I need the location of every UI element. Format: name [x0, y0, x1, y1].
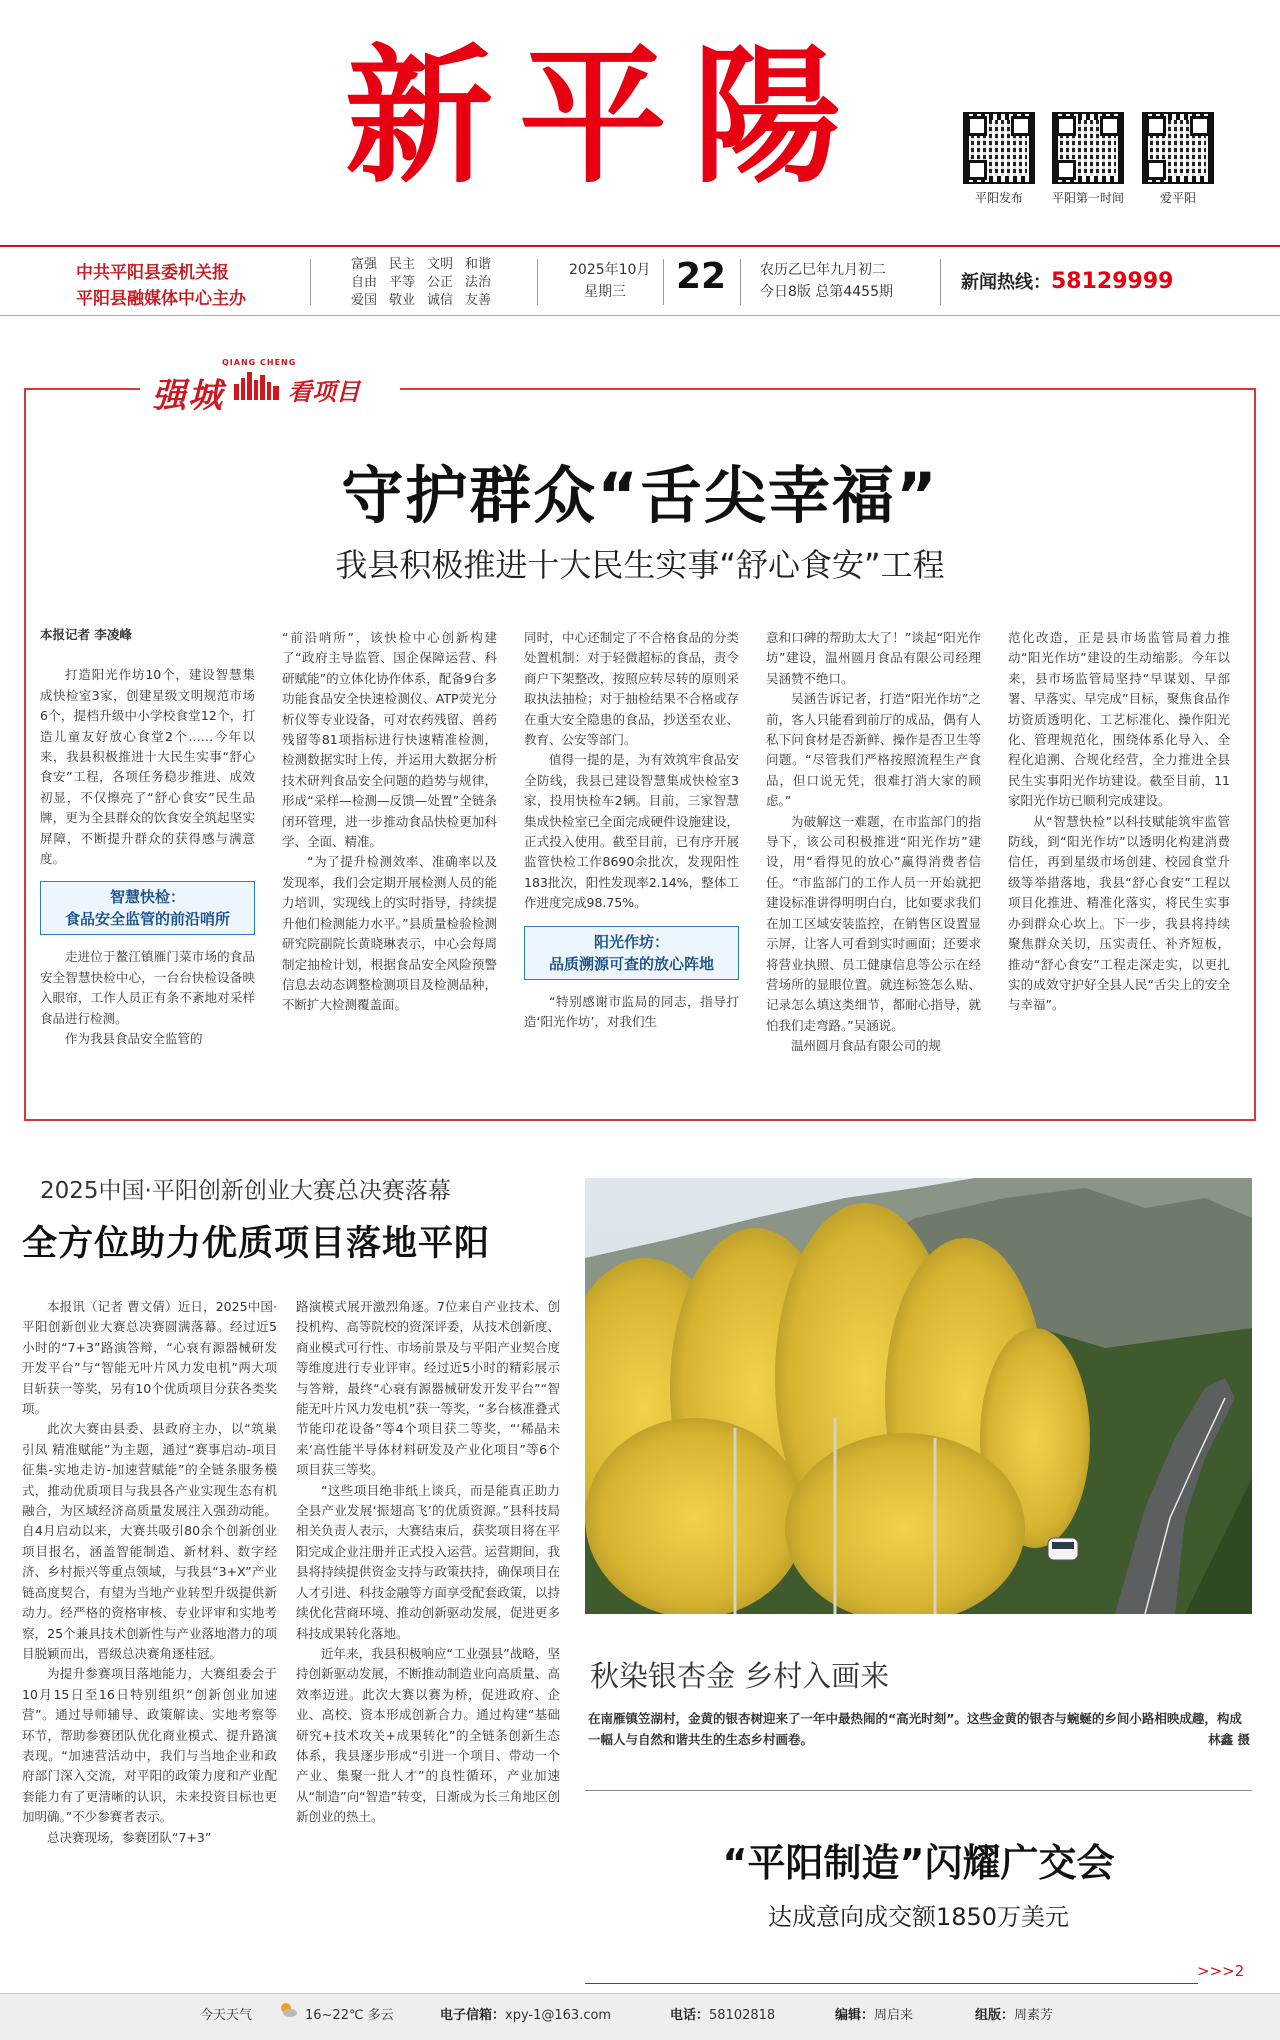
paragraph: 范化改造，正是县市场监管局着力推动“阳光作坊”建设的生动缩影。今年以来，县市场监管局坚持“早谋划、早部署、早落实、早完成”目标，聚焦食品作坊资质透明化、工艺标准化、操作阳光化、管理规范化，围绕体系化导入、全程化追溯、合规化经营，全力推进全县民生实事阳光作坊建设。截至目前，11家阳光作坊已顺利完成建设。: [1008, 630, 1230, 809]
photo-caption: 在南雁镇笠湖村，金黄的银杏树迎来了一年中最热闹的“高光时刻”。这些金黄的银杏与蜿蜒的乡间小路相映成趣，构成一幅人与自然和谐共生的生态乡村画卷。 林鑫 摄: [588, 1708, 1250, 1750]
paragraph: 从“智慧快检”以科技赋能筑牢监管防线，到“阳光作坊”以透明化构建消费信任，再到星级市场创建、校园食堂升级等举措落地，我县“舒心食安”工程以项目化推进、精准化落实，将民生实事办到群众心坎上。下一步，我县将持续聚焦群众关切，压实责任、补齐短板，推动“舒心食安”工程走深走实，以更扎实的成效守护好全县人民“舌尖上的安全与幸福”。: [1008, 813, 1230, 1013]
info-bar-bottom-line: [0, 315, 1280, 316]
paragraph: 作为我县食品安全监管的: [65, 1031, 203, 1047]
paragraph: 走进位于鳌江镇雁门菜市场的食品安全智慧快检中心，一台台快检设备映入眼帘，工作人员正有条不紊地对采样食品进行检测。: [40, 949, 255, 1026]
paragraph: 打造阳光作坊10个，建设智慧集成快检室3家，创建星级文明规范市场6个，提档升级中小学校食堂12个，打造儿童友好放心食堂2个……今年以来，我县积极推进十大民生实事“舒心食安”工程，各项任务稳步推进、成效初显，不仅擦亮了“舒心食安”民生品牌，更为全县群众的饮食安全筑起坚实屏障，不断提升群众的获得感与满意度。: [40, 667, 255, 867]
paragraph: “前沿哨所”，该快检中心创新构建了“政府主导监管、国企保障运营、科研赋能”的立体化协作体系，配备9台多功能食品安全快速检测仪、ATP荧光分析仪等专业设备，可对农药残留、兽药残留等81项指标进行快速精准检测，检测数据实时上传，并运用大数据分析技术研判食品安全问题的趋势与规律，形成“采样—检测—反馈—处置”全链条闭环管理，进一步推动食品快检更加科学、全面、精准。: [282, 630, 497, 850]
org-line-2: 平阳县融媒体中心主办: [76, 289, 246, 309]
paragraph: 为破解这一难题，在市监部门的指导下，该公司积极推进“阳光作坊”建设，用“看得见的放心”赢得消费者信任。“市监部门的工作人员一开始就把建设标准讲得明明白白，比如要求我们在加工区域安装监控，在销售区设置显示屏，让客人可看到实时画面；还要求将营业执照、员工健康信息等公示在经营场所的显眼位置。就连标签怎么贴、记录怎么填这类细节，都耐心指导，就怕我们走弯路。”吴涵说。: [766, 813, 981, 1033]
qr-code-icon[interactable]: [963, 112, 1035, 184]
email-info: 电子信箱：xpy-1@163.com: [440, 2008, 612, 2023]
edition-info: 今日8版 总第4455期: [760, 284, 893, 300]
paragraph: 近年来，我县积极响应“工业强县”战略，坚持创新驱动发展，不断推动制造业向高质量、高效率迈进。此次大赛以赛为桥，促进政府、企业、高校、资本形成创新合力。通过构建“基础研究+技术攻关+成果转化”的全链条创新生态体系，我县逐步形成“引进一个项目、带动一个产业、集聚一批人才”的良性循环，产业加速从“制造”向“智造”转变，日渐成为长三角地区创新创业的热土。: [296, 1645, 560, 1825]
qr-code-icon[interactable]: [1142, 112, 1214, 184]
layout-info: 组版：周素芳: [975, 2008, 1054, 2023]
story2-column-1: [22, 1297, 277, 1848]
paragraph: 值得一提的是，为有效筑牢食品安全防线，我县已建设智慧集成快检室3家，投用快检车2辆。目前，三家智慧集成快检室已全面完成硬件设施建设，正式投入使用。截至目前，已有序开展监管快检工作8690余批次，发现阳性183批次，阳性发现率2.14%，整体工作进度完成98.75%。: [524, 752, 739, 911]
column-banner: QIANG CHENG 强城 看项目: [140, 358, 400, 416]
phone-info: 电话：58102818: [670, 2008, 776, 2023]
story3-headline: “平阳制造”闪耀广交会: [722, 1841, 1115, 1885]
editor-info: 编辑：周启来: [835, 2008, 914, 2023]
qr-label-first-time: 平阳第一时间: [1051, 191, 1124, 205]
partly-cloudy-icon: [278, 2000, 298, 2020]
feature-headline: 守护群众“舌尖幸福”: [341, 459, 939, 532]
paragraph: 意和口碑的帮助太大了！”谈起“阳光作坊”建设，温州圆月食品有限公司经理吴涵赞不绝口。: [766, 630, 981, 686]
qr-label-pingyang-release: 平阳发布: [974, 191, 1023, 205]
story2-column-2: [296, 1297, 560, 1828]
paragraph: 为提升参赛项目落地能力，大赛组委会于10月15日至16日特别组织“创新创业加速营”。通过导师辅导、政策解读、实地考察等环节，帮助参赛团队优化商业模式、提升路演表现。“加速营活动中，我们与当地企业和政府部门深入交流，对平阳的政策力度和产业配套能力有了更清晰的认识，未来投资目标也更加明确。”不少参赛者表示。: [22, 1666, 277, 1825]
paragraph: 吴涵告诉记者，打造“阳光作坊”之前，客人只能看到前厅的成品，偶有人私下问食材是否新鲜、操作是否卫生等问题。“尽管我们严格按照流程生产食品，但口说无凭，很难打消大家的顾虑。”: [766, 691, 981, 809]
paragraph: 本报讯（记者 曹文倩）近日，2025中国·平阳创新创业大赛总决赛圆满落幕。经过近5小时的“7+3”路演答辩，“心衰有源器械研发开发平台”与“智能无叶片风力发电机”两大项目斩获一等奖，另有10个优质项目分获各类奖项。: [22, 1299, 277, 1417]
weather-label: 今天天气: [200, 2008, 253, 2023]
divider: [310, 259, 311, 305]
continue-page-link[interactable]: >>>2: [1197, 1962, 1245, 1980]
story2-kicker: 2025中国·平阳创新创业大赛总决赛落幕: [40, 1178, 451, 1204]
issue-date: 2025年10月: [569, 262, 651, 278]
paragraph: “特别感谢市监局的同志，指导打造‘阳光作坊’，对我们生: [524, 993, 739, 1030]
article-column-1: [40, 625, 255, 1050]
qr-label-love-pingyang: 爱平阳: [1159, 191, 1196, 205]
divider: [663, 259, 664, 305]
byline: 本报记者 李凌峰: [40, 627, 132, 642]
news-hotline[interactable]: 新闻热线：58129999: [961, 269, 1174, 294]
article-column-4: [766, 628, 981, 1057]
paragraph: 总决赛现场，参赛团队“7+3”: [47, 1829, 212, 1845]
paragraph: 此次大赛由县委、县政府主办，以“筑巢引凤 精准赋能”为主题，通过“赛事启动-项目征集-实地走访-加速营赋能”的全链条服务模式，推动优质项目与我县各产业实现生态有机融合，为区域经济高质量发展注入强劲动能。自4月启动以来，大赛共吸引80余个创新创业项目报名，涵盖智能制造、新材料、数字经济、乡村振兴等重点领域，与我县“3+X”产业链高度契合，有望为当地产业转型升级提供新动力。经严格的资格审核、专业评审和实地考察，25个兼具技术创新性与产业落地潜力的项目脱颖而出，晋级总决赛角逐桂冠。: [22, 1421, 277, 1661]
divider: [940, 259, 941, 305]
core-values: 富强 民主 文明 和谐自由 平等 公正 法治爱国 敬业 诚信 友善: [351, 257, 492, 308]
paragraph: “这些项目绝非纸上谈兵，而是能真正助力全县产业发展‘振翅高飞’的优质资源。”县科技局相关负责人表示，大赛结束后，获奖项目将在平阳完成企业注册并正式投入运营。运营期间，我县将持续提供资金支持与政策扶持，确保项目在人才引进、科技金融等方面享受配套政策，以持续优化营商环境、推动创新驱动发展，促进更多科技成果转化落地。: [296, 1482, 560, 1641]
city-skyline-icon: [232, 370, 282, 400]
qr-code-icon[interactable]: [1052, 112, 1124, 184]
feature-subheadline: 我县积极推进十大民生实事“舒心食安”工程: [335, 546, 945, 584]
ginkgo-village-photo: [585, 1178, 1252, 1614]
lunar-date: 农历乙巳年九月初二: [760, 262, 886, 278]
story3-subheadline: 达成意向成交额1850万美元: [767, 1903, 1070, 1931]
paragraph: 路演模式展开激烈角逐。7位来自产业技术、创投机构、高等院校的资深评委，从技术创新度、商业模式可行性、市场前景及与平阳产业契合度等维度进行专业评审。经过近5小时的精彩展示与答辩，最终“心衰有源器械研发开发平台”“智能无叶片风力发电机”获一等奖，“多台核准叠式节能印花设备”等4个项目获二等奖，“‘稀晶未来’高性能半导体材料研发及产业化项目”等6个项目获三等奖。: [296, 1299, 560, 1478]
issue-weekday: 星期三: [584, 284, 626, 300]
photo-caption-title: 秋染银杏金 乡村入画来: [590, 1659, 890, 1693]
paragraph: 温州圆月食品有限公司的规: [791, 1038, 942, 1054]
article-column-5: [1008, 628, 1230, 1016]
divider: [740, 259, 741, 305]
footer: [0, 1993, 1280, 2040]
story2-headline: 全方位助力优质项目落地平阳: [22, 1224, 491, 1264]
paragraph: 同时，中心还制定了不合格食品的分类处置机制：对于轻微超标的食品，责令商户下架整改，按照应转尽转的原则采取执法抽检；对于抽检结果不合格或存在重大安全隐患的食品，抄送至农业、教育、公安等部门。: [524, 630, 739, 748]
divider: [537, 259, 538, 305]
issue-day: 22: [676, 256, 727, 297]
article-column-2: [282, 628, 497, 1016]
newspaper-title: 新平陽: [345, 29, 867, 203]
weather-value: 16~22℃ 多云: [305, 2008, 394, 2023]
jump-line: [585, 1983, 1198, 1984]
subheading-box-smart-testing: 智慧快检： 食品安全监管的前沿哨所: [40, 881, 255, 935]
article-column-3: [524, 628, 739, 1033]
subheading-box-sunshine-workshop: 阳光作坊： 品质溯源可查的放心阵地: [524, 926, 739, 980]
photo-credit: 林鑫 摄: [1208, 1732, 1250, 1747]
masthead-divider: [0, 245, 1280, 247]
divider: [585, 1790, 1252, 1791]
org-line-1: 中共平阳县委机关报: [76, 263, 229, 283]
paragraph: “为了提升检测效率、准确率以及发现率，我们会定期开展检测人员的能力培训，实现线上的实时指导，持续提升他们检测能力水平。”县质量检验检测研究院副院长黄晓琳表示，中心会每周制定抽检计划，根据食品安全风险预警信息去动态调整检测项目及检测品种，不断扩大检测覆盖面。: [282, 854, 497, 1013]
photo-illustration: [585, 1178, 1252, 1614]
